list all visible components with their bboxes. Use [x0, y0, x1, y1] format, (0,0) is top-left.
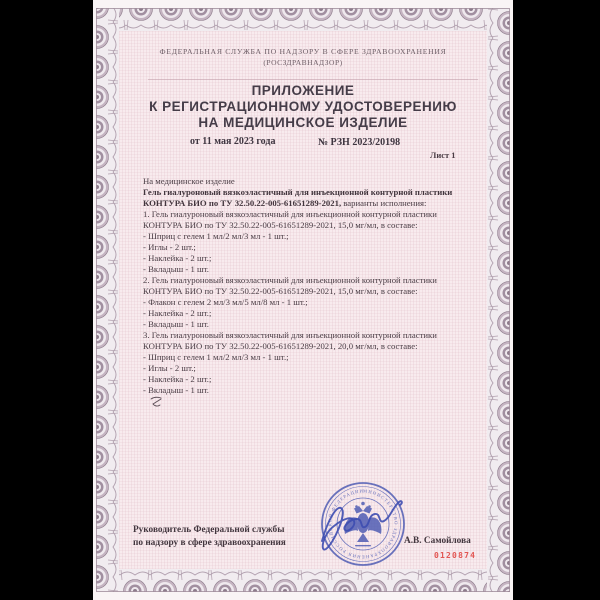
variant-name-line-2: КОНТУРА БИО по ТУ 32.50.22-005-61651289-2021, 15,0 мг/мл, в составе:: [143, 286, 418, 296]
signer-title-line-1: Руководитель Федеральной службы: [133, 525, 285, 535]
component-line: - Вкладыш - 1 шт.: [143, 319, 209, 329]
component-line: - Наклейка - 2 шт.;: [143, 308, 212, 318]
variant-name-line-1: 2. Гель гиалуроновый вязкоэластичный для инъекционной контурной пластики: [143, 275, 437, 285]
variant-item-1: [143, 209, 475, 275]
component-line: - Иглы - 2 шт.;: [143, 242, 196, 252]
device-description: [143, 176, 475, 396]
agency-abbreviation: (РОСЗДРАВНАДЗОР): [263, 58, 343, 67]
variant-item-3: [143, 330, 475, 396]
variant-item-2: [143, 275, 475, 330]
certificate-paper: [93, 0, 513, 600]
agency-header: [93, 46, 513, 68]
eagle-emblem-icon: [345, 502, 382, 547]
device-tu-number: КОНТУРА БИО по ТУ 32.50.22-005-61651289-2021,: [143, 198, 342, 208]
component-line: - Наклейка - 2 шт.;: [143, 253, 212, 263]
header-divider-line: [148, 79, 478, 80]
component-line: - Вкладыш - 1 шт.: [143, 385, 209, 395]
official-stamp: [308, 469, 418, 579]
component-line: - Наклейка - 2 шт.;: [143, 374, 212, 384]
description-intro: На медицинское изделие: [143, 176, 235, 186]
component-line: - Иглы - 2 шт.;: [143, 363, 196, 373]
variant-name-line-1: 1. Гель гиалуроновый вязкоэластичный для инъекционной контурной пластики: [143, 209, 437, 219]
title-line-1: ПРИЛОЖЕНИЕ: [251, 83, 355, 98]
title-line-2: К РЕГИСТРАЦИОННОМУ УДОСТОВЕРЕНИЮ: [149, 99, 457, 114]
signer-name: А.В. Самойлова: [404, 536, 471, 546]
component-line: - Вкладыш - 1 шт.: [143, 264, 209, 274]
component-line: - Шприц с гелем 1 мл/2 мл/3 мл - 1 шт.;: [143, 352, 289, 362]
stamp-ring-text: МИНИСТЕРСТВО ЗДРАВООХРАНЕНИЯ РОССИЙСКОЙ ФЕДЕРАЦИИ: [327, 488, 399, 560]
signer-title-line-2: по надзору в сфере здравоохранения: [133, 538, 286, 548]
device-name-line-1: Гель гиалуроновый вязкоэластичный для инъекционной контурной пластики: [143, 187, 453, 197]
document-title: [93, 83, 513, 131]
device-name-line-2: [143, 198, 475, 209]
serial-number: 0120874: [434, 551, 477, 560]
issue-date: от 11 мая 2023 года: [190, 136, 276, 147]
component-line: - Шприц с гелем 1 мл/2 мл/3 мл - 1 шт.;: [143, 231, 289, 241]
variant-name-line-1: 3. Гель гиалуроновый вязкоэластичный для инъекционной контурной пластики: [143, 330, 437, 340]
variant-name-line-2: КОНТУРА БИО по ТУ 32.50.22-005-61651289-2021, 20,0 мг/мл, в составе:: [143, 341, 418, 351]
pen-mark: [148, 396, 164, 408]
agency-name: ФЕДЕРАЛЬНАЯ СЛУЖБА ПО НАДЗОРУ В СФЕРЕ ЗДРАВООХРАНЕНИЯ: [159, 47, 447, 56]
component-line: - Флакон с гелем 2 мл/3 мл/5 мл/8 мл - 1 шт.;: [143, 297, 308, 307]
device-variants-label: варианты исполнения:: [341, 198, 427, 208]
title-line-3: НА МЕДИЦИНСКОЕ ИЗДЕЛИЕ: [198, 115, 408, 130]
variant-name-line-2: КОНТУРА БИО по ТУ 32.50.22-005-61651289-2021, 15,0 мг/мл, в составе:: [143, 220, 418, 230]
sheet-number: Лист 1: [430, 150, 456, 160]
registration-number: № РЗН 2023/20198: [318, 137, 401, 148]
